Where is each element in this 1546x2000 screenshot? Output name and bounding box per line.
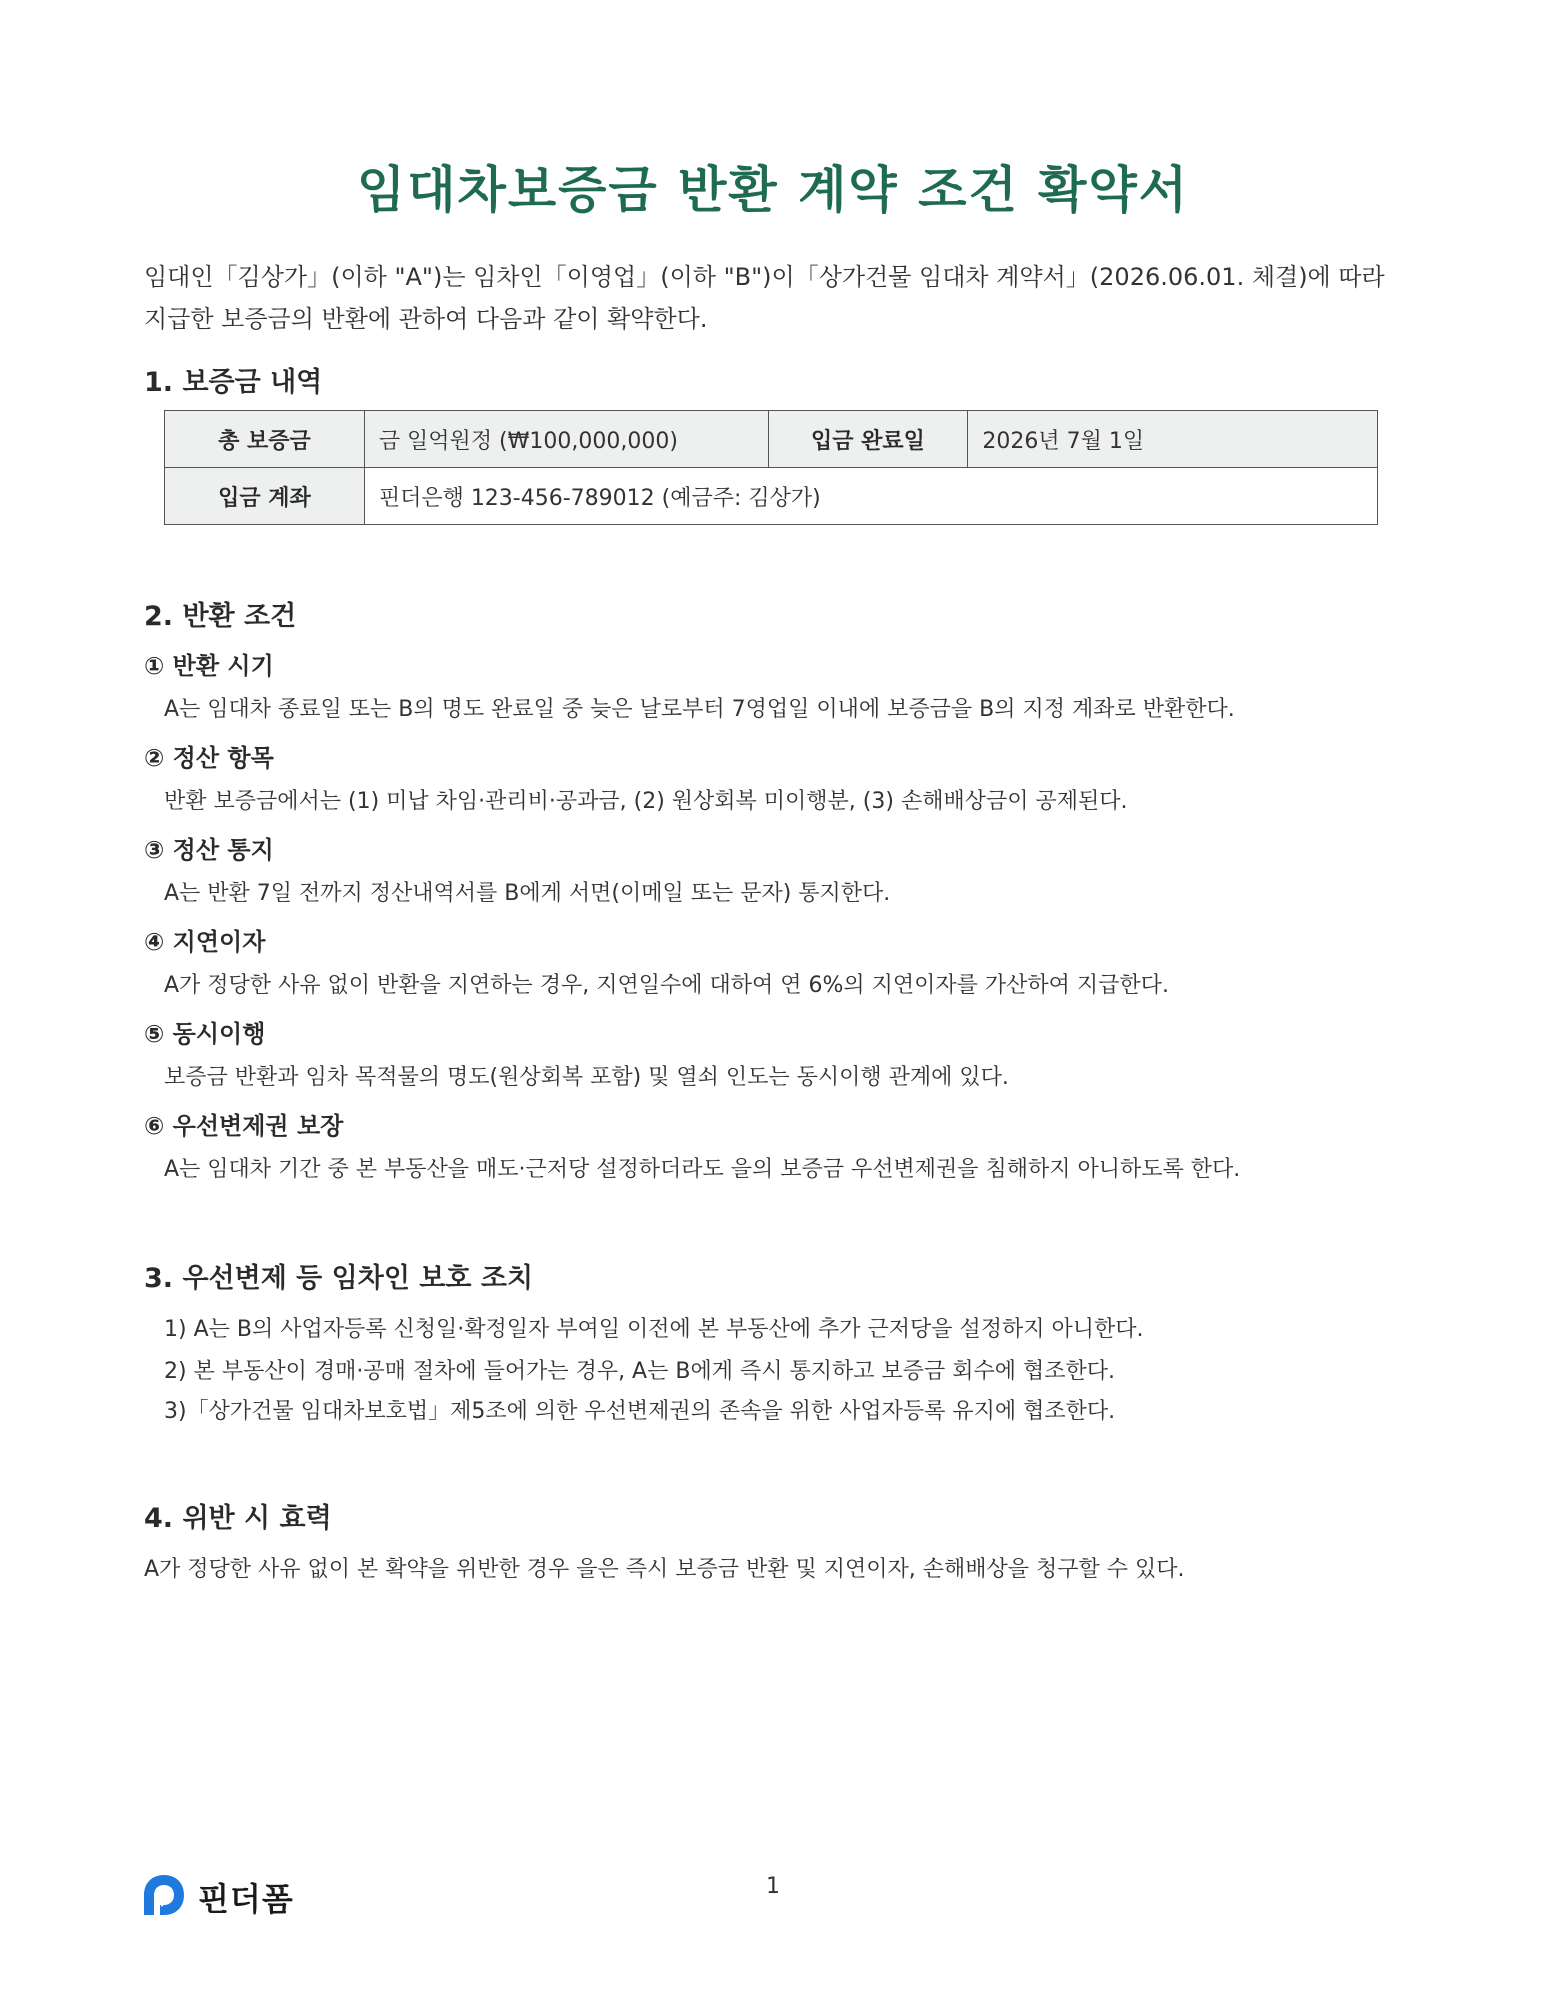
condition-6-title: ⑥ 우선변제권 보장: [144, 1112, 344, 1140]
protection-item-3: 3)「상가건물 임대차보호법」제5조에 의한 우선변제권의 존속을 위한 사업자등록 유지에 협조한다.: [164, 1399, 1116, 1424]
section1-heading: 1. 보증금 내역: [144, 367, 323, 398]
total-deposit-value: 금 일억원정 (₩100,000,000): [364, 411, 768, 468]
condition-2-title: ② 정산 항목: [144, 744, 274, 772]
brand-logo: [140, 1872, 294, 1922]
protection-item-2: 2) 본 부동산이 경매·공매 절차에 들어가는 경우, A는 B에게 즉시 통지하고 보증금 회수에 협조한다.: [164, 1359, 1115, 1384]
condition-4-title: ④ 지연이자: [144, 928, 266, 956]
violation-text: A가 정당한 사유 없이 본 확약을 위반한 경우 을은 즉시 보증금 반환 및 지연이자, 손해배상을 청구할 수 있다.: [144, 1557, 1185, 1582]
paid-date-value: 2026년 7월 1일: [968, 411, 1378, 468]
condition-5-text: 보증금 반환과 임차 목적물의 명도(원상회복 포함) 및 열쇠 인도는 동시이행 관계에 있다.: [164, 1065, 1009, 1090]
condition-5-title: ⑤ 동시이행: [144, 1020, 266, 1048]
condition-3-text: A는 반환 7일 전까지 정산내역서를 B에게 서면(이메일 또는 문자) 통지한다.: [164, 881, 891, 906]
condition-6-text: A는 임대차 기간 중 본 부동산을 매도·근저당 설정하더라도 을의 보증금 우선변제권을 침해하지 아니하도록 한다.: [164, 1157, 1241, 1182]
deposit-table: [164, 410, 1378, 525]
table-row: [165, 468, 1378, 525]
intro-paragraph: 임대인「김상가」(이하 "A")는 임차인「이영업」(이하 "B")이「상가건물 임대차 계약서」(2026.06.01. 체결)에 따라 지급한 보증금의 반환에 관하여 다음과 같이 확약한다.: [144, 263, 1385, 333]
condition-1-title: ① 반환 시기: [144, 652, 274, 680]
account-value: 핀더은행 123-456-789012 (예금주: 김상가): [364, 468, 1377, 525]
page-number: 1: [766, 1874, 780, 1899]
table-row: [165, 411, 1378, 468]
condition-2-text: 반환 보증금에서는 (1) 미납 차임·관리비·공과금, (2) 원상회복 미이행분, (3) 손해배상금이 공제된다.: [164, 789, 1128, 814]
paid-date-label: 입금 완료일: [768, 411, 968, 468]
protection-item-1: 1) A는 B의 사업자등록 신청일·확정일자 부여일 이전에 본 부동산에 추가 근저당을 설정하지 아니한다.: [164, 1317, 1144, 1342]
total-deposit-label: 총 보증금: [165, 411, 365, 468]
brand-logo-text: 핀더폼: [198, 1880, 294, 1918]
section3-heading: 3. 우선변제 등 임차인 보호 조치: [144, 1263, 534, 1294]
document-title: 임대차보증금 반환 계약 조건 확약서: [356, 161, 1190, 219]
section4-heading: 4. 위반 시 효력: [144, 1503, 332, 1534]
condition-3-title: ③ 정산 통지: [144, 836, 274, 864]
condition-4-text: A가 정당한 사유 없이 반환을 지연하는 경우, 지연일수에 대하여 연 6%의 지연이자를 가산하여 지급한다.: [164, 973, 1169, 998]
condition-1-text: A는 임대차 종료일 또는 B의 명도 완료일 중 늦은 날로부터 7영업일 이내에 보증금을 B의 지정 계좌로 반환한다.: [164, 697, 1235, 722]
finder-logo-icon: [140, 1871, 188, 1923]
section2-heading: 2. 반환 조건: [144, 601, 297, 632]
account-label: 입금 계좌: [165, 468, 365, 525]
